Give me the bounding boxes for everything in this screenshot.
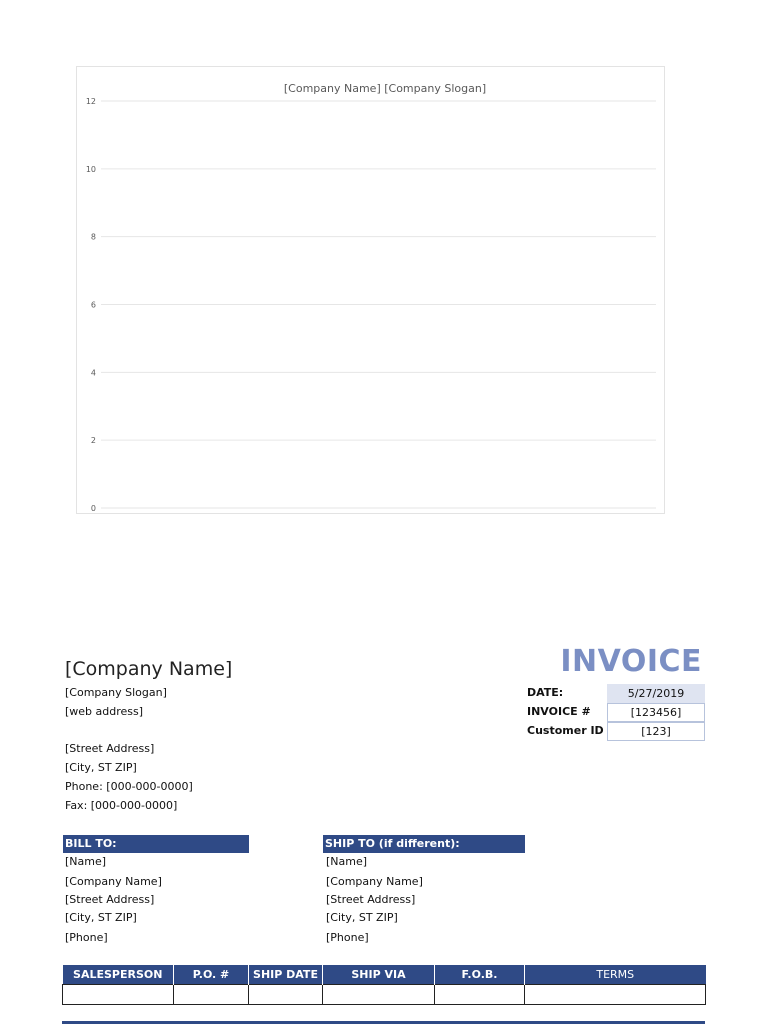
chart-svg — [77, 67, 666, 515]
po-number-header: P.O. # — [174, 965, 249, 984]
chart-title: [Company Name] [Company Slogan] — [283, 82, 487, 95]
ship-date-cell[interactable] — [249, 984, 323, 1004]
ship-to-company: [Company Name] — [326, 875, 423, 888]
date-label: DATE: — [527, 686, 564, 699]
bill-to-company: [Company Name] — [65, 875, 162, 888]
customer-id-value[interactable]: [123] — [607, 722, 705, 741]
y-tick-label: 8 — [90, 232, 96, 242]
invoice-title: INVOICE — [560, 644, 702, 679]
ship-to-phone: [Phone] — [326, 931, 369, 944]
customer-id-label: Customer ID — [527, 724, 604, 737]
company-name: [Company Name] — [65, 658, 233, 680]
bill-to-street: [Street Address] — [65, 893, 155, 906]
y-tick-label: 2 — [90, 436, 96, 446]
y-tick-label: 6 — [90, 300, 96, 310]
y-tick-label: 0 — [90, 504, 96, 513]
terms-header: TERMS — [525, 965, 706, 984]
chart-area — [76, 66, 665, 514]
table-header-row — [63, 965, 706, 984]
bill-to-city: [City, ST ZIP] — [65, 911, 137, 924]
city-state-zip: [City, ST ZIP] — [65, 761, 137, 774]
ship-to-street: [Street Address] — [326, 893, 416, 906]
y-tick-label: 4 — [90, 368, 96, 378]
bill-to-name: [Name] — [65, 855, 107, 868]
po-number-cell[interactable] — [174, 984, 249, 1004]
terms-cell[interactable] — [525, 984, 706, 1004]
invoice-number-value[interactable]: [123456] — [607, 703, 705, 722]
ship-via-cell[interactable] — [323, 984, 435, 1004]
bill-to-phone: [Phone] — [65, 931, 108, 944]
ship-to-header: SHIP TO (if different): — [323, 835, 525, 853]
ship-via-header: SHIP VIA — [323, 965, 435, 984]
ship-to-name: [Name] — [326, 855, 368, 868]
fob-header: F.O.B. — [435, 965, 525, 984]
table-row — [63, 984, 706, 1004]
phone-line: Phone: [000-000-0000] — [65, 780, 193, 793]
y-tick-label: 10 — [85, 164, 96, 174]
web-address: [web address] — [65, 705, 144, 718]
bill-to-header: BILL TO: — [63, 835, 249, 853]
ship-to-city: [City, ST ZIP] — [326, 911, 398, 924]
date-value[interactable]: 5/27/2019 — [607, 684, 705, 703]
company-slogan: [Company Slogan] — [65, 686, 167, 699]
order-details-table — [62, 965, 706, 1005]
salesperson-header: SALESPERSON — [63, 965, 174, 984]
fob-cell[interactable] — [435, 984, 525, 1004]
ship-date-header: SHIP DATE — [249, 965, 323, 984]
invoice-number-label: INVOICE # — [527, 705, 591, 718]
y-tick-label: 12 — [85, 97, 96, 106]
fax-line: Fax: [000-000-0000] — [65, 799, 178, 812]
street-address: [Street Address] — [65, 742, 155, 755]
salesperson-cell[interactable] — [63, 984, 174, 1004]
